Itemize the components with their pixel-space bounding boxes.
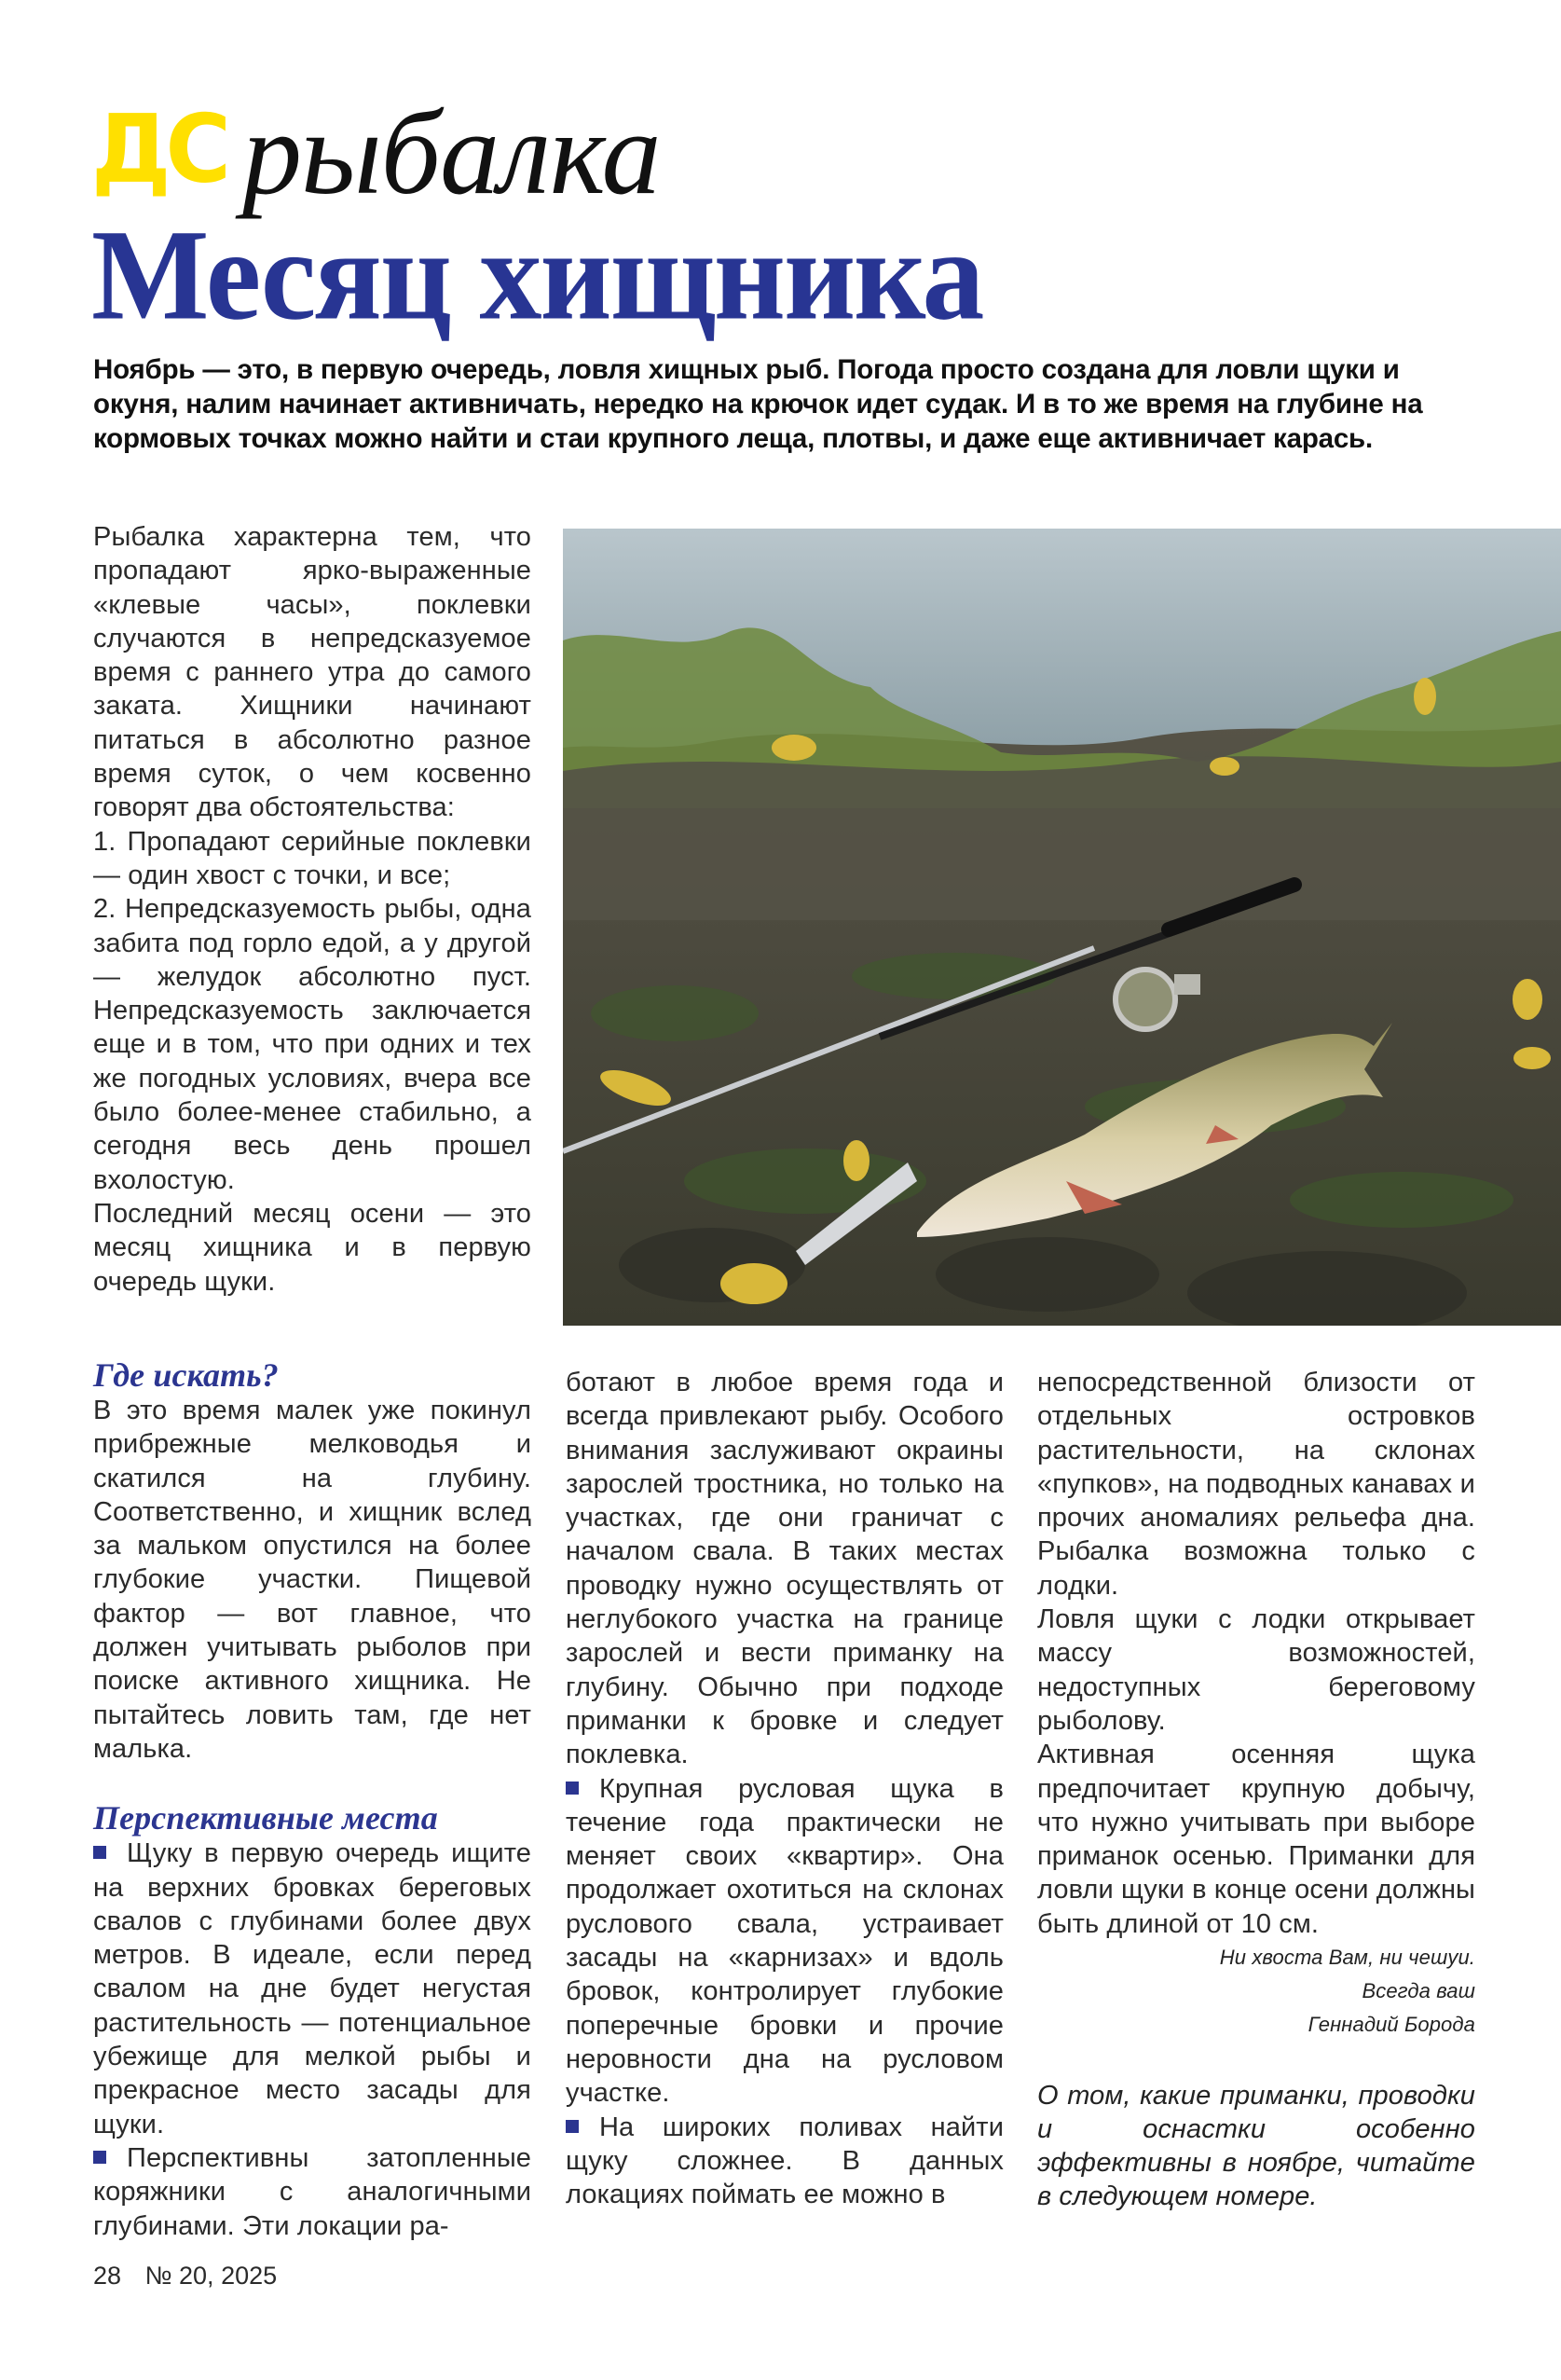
column-1 (93, 1356, 531, 2243)
rubric-header (91, 73, 661, 219)
paragraph: ботают в любое время года и всегда привлекают рыбу. Особого внимания заслуживают окраины зарослей тростника, но только на участках, где они граничат с началом свала. В таких местах проводку нужно осуществлять от неглубокого участка на границе зарослей и вести приманку на глубину. Обычно при подходе приманки к бровке и следует поклевка. (566, 1368, 1004, 1770)
intro-list-item-2: 2. Непредсказуемость рыбы, одна забита под горло едой, а у другой — желудок абсолютно пуст. Непредсказуемость заключается еще и в том, что при одних и тех же погодных условиях, вчера все было более-менее стабильно, а сегодня весь день прошел вхолостую. (93, 894, 531, 1195)
article-title: Месяц хищника (91, 202, 983, 347)
column-3 (1037, 1366, 1475, 2213)
intro-column (93, 520, 531, 1299)
square-bullet-icon (566, 1782, 579, 1795)
intro-list-item-1: 1. Пропадают серийные поклевки — один хвост с точки, и все; (93, 826, 531, 890)
article-photo (563, 529, 1561, 1326)
article-lead: Ноябрь — это, в первую очередь, ловля хищных рыб. Погода просто создана для ловли щуки и окуня, налим начинает активничать, нередко на крючок идет судак. И в то же время на глубине на кормовых точках можно найти и стаи крупного леща, плотвы, и даже еще активничает карась. (93, 354, 1423, 454)
intro-conclusion: Последний месяц осени — это месяц хищника и в первую очередь щуки. (93, 1198, 531, 1297)
pike-and-rod-photo-icon (563, 529, 1561, 1326)
section-heading-places: Перспективные места (93, 1799, 438, 1837)
paragraph: непосредственной близости от отдельных островков растительности, на склонах «пупков», на подводных канавах и прочих аномалиях рельефа дна. Рыбалка возможна только с лодки. (1037, 1368, 1475, 1601)
paragraph: Активная осенняя щука предпочитает крупную добычу, что нужно учитывать при выборе приманок осенью. Приманки для ловли щуки в конце осени должны быть длиной от 10 см. (1037, 1740, 1475, 1939)
next-issue-teaser: О том, какие приманки, проводки и оснастки особенно эффективны в ноябре, читайте в следующем номере. (1037, 2081, 1475, 2212)
rubric-logo: ДС (91, 94, 226, 204)
author-name: Геннадий Борода (1308, 2013, 1475, 2037)
signature-line-2: Всегда ваш (1362, 1979, 1475, 2003)
section-heading-where: Где искать? (93, 1356, 279, 1394)
issue-number: № 20, 2025 (144, 2262, 278, 2290)
column-2 (566, 1366, 1004, 2211)
signature-line-1: Ни хвоста Вам, ни чешуи. (1219, 1946, 1475, 1970)
page-footer (93, 2262, 294, 2291)
section-paragraph: В это время малек уже покинул прибрежные мелководья и скатился на глубину. Соответственно, и хищник вслед за мальком опустился на более глубокие участки. Пищевой фактор — вот главное, что должен учитывать рыболов при поиске активного хищника. Не пытайтесь ловить там, где нет малька. (93, 1396, 531, 1764)
rubric-name: рыбалка (241, 87, 661, 219)
page-number: 28 (93, 2262, 122, 2290)
intro-paragraph: Рыбалка характерна тем, что пропадают ярко-выраженные «клевые часы», поклевки случаются в непредсказуемое время с раннего утра до самого заката. Хищники начинают питаться в абсолютно разное время суток, о чем косвенно говорят два обстоятельства: (93, 522, 531, 823)
bullet-item: Крупная русловая щука в течение года практически не меняет своих «квартир». Она продолжает охотиться на склонах руслового свала, устраивает засады на «карнизах» и вдоль бровок, контролирует глубокие поперечные бровки и прочие неровности дна на русловом участке. (566, 1773, 1004, 2109)
square-bullet-icon (93, 1846, 106, 1859)
bullet-item: Перспективны затопленные коряжники с аналогичными глубинами. Эти локации ра- (93, 2142, 531, 2241)
paragraph: Ловля щуки с лодки открывает массу возможностей, недоступных береговому рыболову. (1037, 1604, 1475, 1736)
bullet-item: Щуку в первую очередь ищите на верхних бровках береговых свалов с глубинами более двух метров. В идеале, если перед свалом на дне будет негустая растительность — потенциальное убежище для мелкой рыбы и прекрасное место засады для щуки. (93, 1838, 531, 2139)
bullet-item: На широких поливах найти щуку сложнее. В данных локациях поймать ее можно в (566, 2112, 1004, 2210)
square-bullet-icon (566, 2120, 579, 2133)
square-bullet-icon (93, 2151, 106, 2164)
